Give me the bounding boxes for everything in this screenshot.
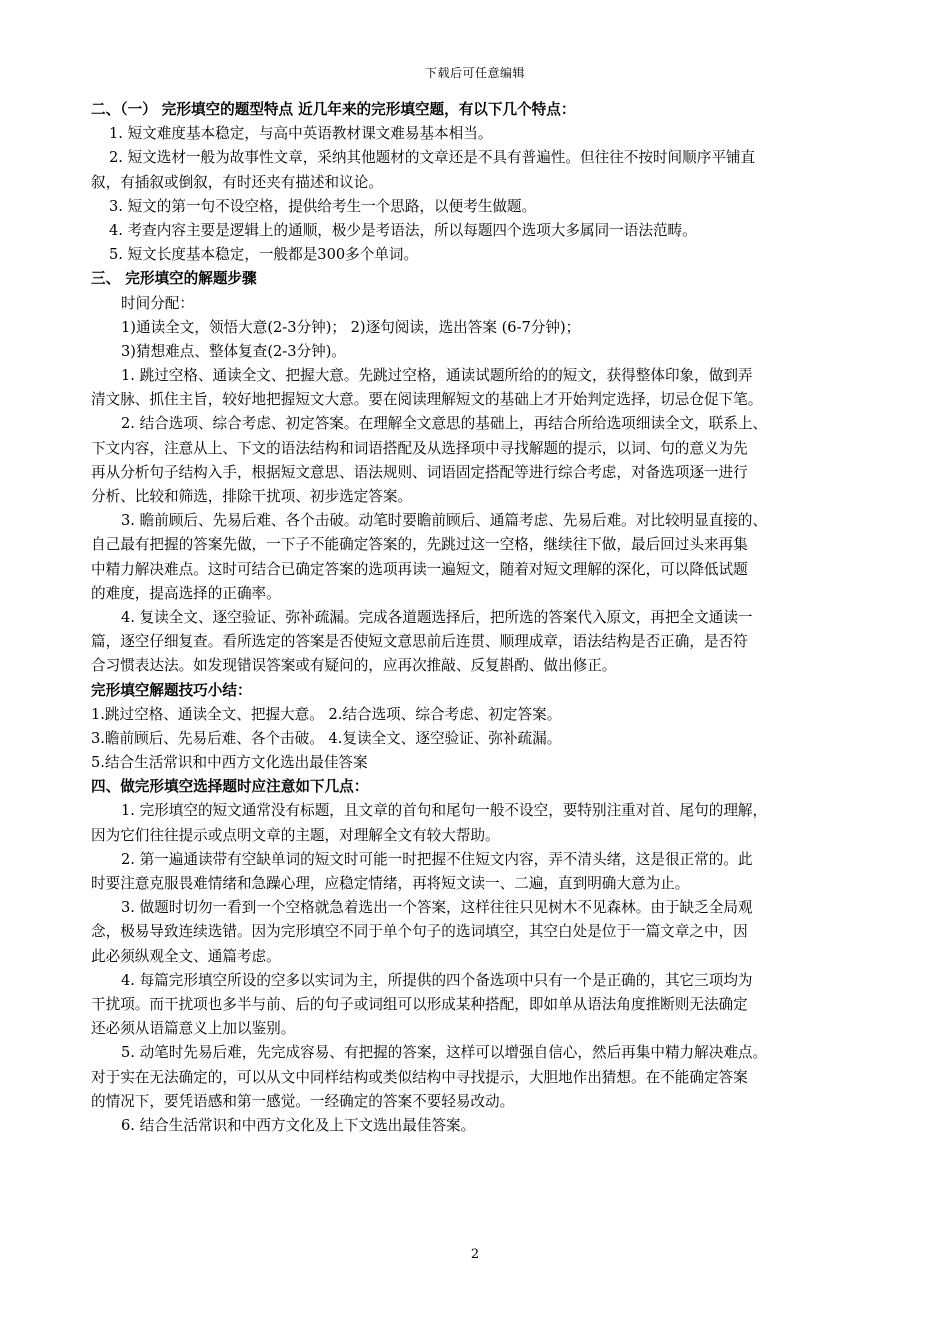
text-line: 1)通读全文，领悟大意(2-3分钟)； 2)逐句阅读，选出答案 (6-7分钟)；	[121, 318, 581, 336]
text-line: 此必须纵观全文、通篇考虑。	[91, 947, 281, 965]
section-heading: 三、 完形填空的解题步骤	[91, 270, 257, 288]
text-line: 6. 结合生活常识和中西方文化及上下文选出最佳答案。	[121, 1116, 476, 1134]
text-line: 1. 完形填空的短文通常没有标题，且文章的首句和尾句一般不设空，要特别注重对首、尾句的理解，	[121, 802, 768, 820]
text-line: 5.结合生活常识和中西方文化选出最佳答案	[91, 754, 368, 772]
text-line: 3. 短文的第一句不设空格，提供给考生一个思路，以便考生做题。	[109, 197, 537, 215]
text-line: 叙，有插叙或倒叙，有时还夹有描述和议论。	[91, 173, 383, 191]
text-line: 再从分析句子结构入手，根据短文意思、语法规则、词语固定搭配等进行综合考虑，对备选项逐一进行	[91, 463, 748, 481]
text-line: 1. 跳过空格、通读全文、把握大意。先跳过空格，通读试题所给的的短文，获得整体印象，做到弄	[121, 367, 753, 385]
text-line: 4. 考查内容主要是逻辑上的通顺，极少是考语法，所以每题四个选项大多属同一语法范畴。	[109, 221, 697, 239]
text-line: 2. 短文选材一般为故事性文章，采纳其他题材的文章还是不具有普遍性。但往往不按时间顺序平铺直	[109, 149, 756, 167]
text-line: 时间分配：	[121, 294, 194, 312]
text-line: 3.瞻前顾后、先易后难、各个击破。 4.复读全文、逐空验证、弥补疏漏。	[91, 729, 562, 747]
text-line: 中精力解决难点。这时可结合已确定答案的选项再读一遍短文，随着对短文理解的深化，可以降低试题	[91, 560, 748, 578]
page-number: 2	[470, 1247, 480, 1262]
text-line: 分析、比较和筛选，排除干扰项、初步选定答案。	[91, 488, 413, 505]
text-line: 干扰项。而干扰项也多半与前、后的句子或词组可以形成某种搭配，即如单从语法角度推断则无法确定	[91, 995, 748, 1013]
text-line: 合习惯表达法。如发现错误答案或有疑问的，应再次推敲、反复斟酌、做出修正。	[91, 657, 617, 675]
section-heading: 四、做完形填空选择题时应注意如下几点：	[91, 778, 369, 796]
text-line: 自己最有把握的答案先做，一下子不能确定答案的，先跳过这一空格，继续往下做，最后回过头来再集	[91, 536, 748, 554]
text-line: 4. 复读全文、逐空验证、弥补疏漏。完成各道题选择后，把所选的答案代入原文，再把全文通读一	[121, 608, 753, 626]
text-line: 2. 第一遍通读带有空缺单词的短文时可能一时把握不住短文内容，弄不清头绪，这是很正常的。此	[121, 850, 753, 868]
text-line: 5. 短文长度基本稳定，一般都是300多个单词。	[109, 246, 419, 264]
text-line: 2. 结合选项、综合考虑、初定答案。在理解全文意思的基础上，再结合所给选项细读全文，联系上、	[121, 415, 768, 433]
text-line: 5. 动笔时先易后难，先完成容易、有把握的答案，这样可以增强自信心，然后再集中精力解决难点。	[121, 1044, 768, 1062]
text-line: 时要注意克服畏难情绪和急躁心理，应稳定情绪，再将短文读一、二遍，直到明确大意为止。	[91, 875, 690, 892]
text-line: 3. 做题时切勿一看到一个空格就急着选出一个答案，这样往往只见树木不见森林。由于缺乏全局观	[121, 899, 753, 917]
text-line: 1. 短文难度基本稳定，与高中英语教材课文难易基本相当。	[109, 125, 493, 143]
section-heading: 完形填空解题技巧小结：	[91, 681, 252, 699]
text-line: 还必须从语篇意义上加以鉴别。	[91, 1020, 296, 1038]
text-line: 3)猜想难点、整体复查(2-3分钟)。	[121, 342, 346, 360]
page-header: 下载后可任意编辑	[424, 66, 525, 80]
text-line: 下文内容，注意从上、下文的语法结构和词语搭配及从选择项中寻找解题的提示，以词、句的意义为先	[91, 439, 748, 457]
text-line: 1.跳过空格、通读全文、把握大意。 2.结合选项、综合考虑、初定答案。	[91, 705, 562, 723]
text-line: 篇，逐空仔细复查。看所选定的答案是否使短文意思前后连贯、顺理成章，语法结构是否正确，是否符	[91, 633, 748, 651]
text-line: 清文脉、抓住主旨，较好地把握短文大意。要在阅读理解短文的基础上才开始判定选择，切忌仓促下笔。	[91, 391, 763, 409]
document-body	[91, 98, 861, 1138]
text-line: 3. 瞻前顾后、先易后难、各个击破。动笔时要瞻前顾后、通篇考虑、先易后难。对比较明显直接的、	[121, 512, 768, 530]
text-line: 念，极易导致连续选错。因为完形填空不同于单个句子的选词填空，其空白处是位于一篇文章之中，因	[91, 923, 748, 941]
text-line: 的情况下，要凭语感和第一感觉。一经确定的答案不要轻易改动。	[91, 1092, 515, 1110]
text-line: 4. 每篇完形填空所设的空多以实词为主，所提供的四个备选项中只有一个是正确的，其它三项均为	[121, 971, 753, 989]
text-line: 因为它们往往提示或点明文章的主题，对理解全文有较大帮助。	[91, 826, 500, 844]
text-line: 的难度，提高选择的正确率。	[91, 584, 281, 602]
text-line: 对于实在无法确定的，可以从文中同样结构或类似结构中寻找提示，大胆地作出猜想。在不能确定答案	[91, 1068, 748, 1086]
section-heading: 二、（一） 完形填空的题型特点 近几年来的完形填空题，有以下几个特点：	[91, 101, 576, 118]
